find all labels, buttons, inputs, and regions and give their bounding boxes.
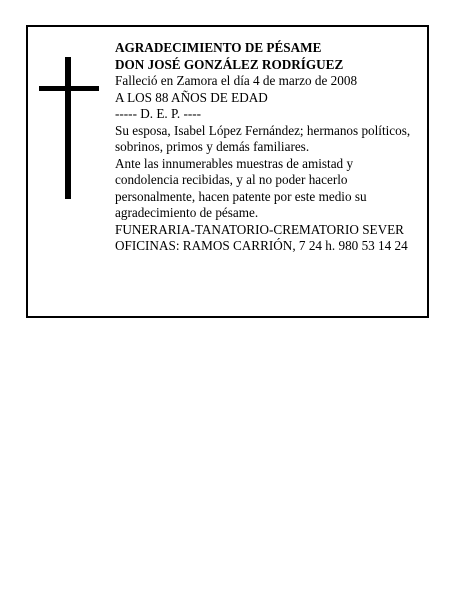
family-line-1: Su esposa, Isabel López Fernández; hermanos políticos, [115,122,411,138]
deceased-name: DON JOSÉ GONZÁLEZ RODRÍGUEZ [115,56,344,72]
thanks-line-1: Ante las innumerables muestras de amistad y [115,155,354,171]
offices-line: OFICINAS: RAMOS CARRIÓN, 7 24 h. 980 53 14 24 [115,238,408,253]
age-line: A LOS 88 AÑOS DE EDAD [115,89,268,105]
thanks-line-3: personalmente, hacen patente por este medio su [115,188,367,204]
family-line-2: sobrinos, primos y demás familiares. [115,139,310,154]
obituary-notice [26,25,429,318]
cross-horizontal-bar [39,86,99,91]
death-info: Falleció en Zamora el día 4 de marzo de 2008 [115,73,358,88]
thanks-line-2: condolencia recibidas, y al no poder hacerlo [115,172,348,187]
notice-text [115,40,425,255]
funeral-home: FUNERARIA-TANATORIO-CREMATORIO SEVER [115,221,404,237]
notice-heading: AGRADECIMIENTO DE PÉSAME [115,40,322,55]
cross-vertical-bar [65,57,71,199]
thanks-line-4: agradecimiento de pésame. [115,205,259,220]
rip-line: ----- D. E. P. ---- [115,106,202,121]
cross-icon [39,57,99,199]
